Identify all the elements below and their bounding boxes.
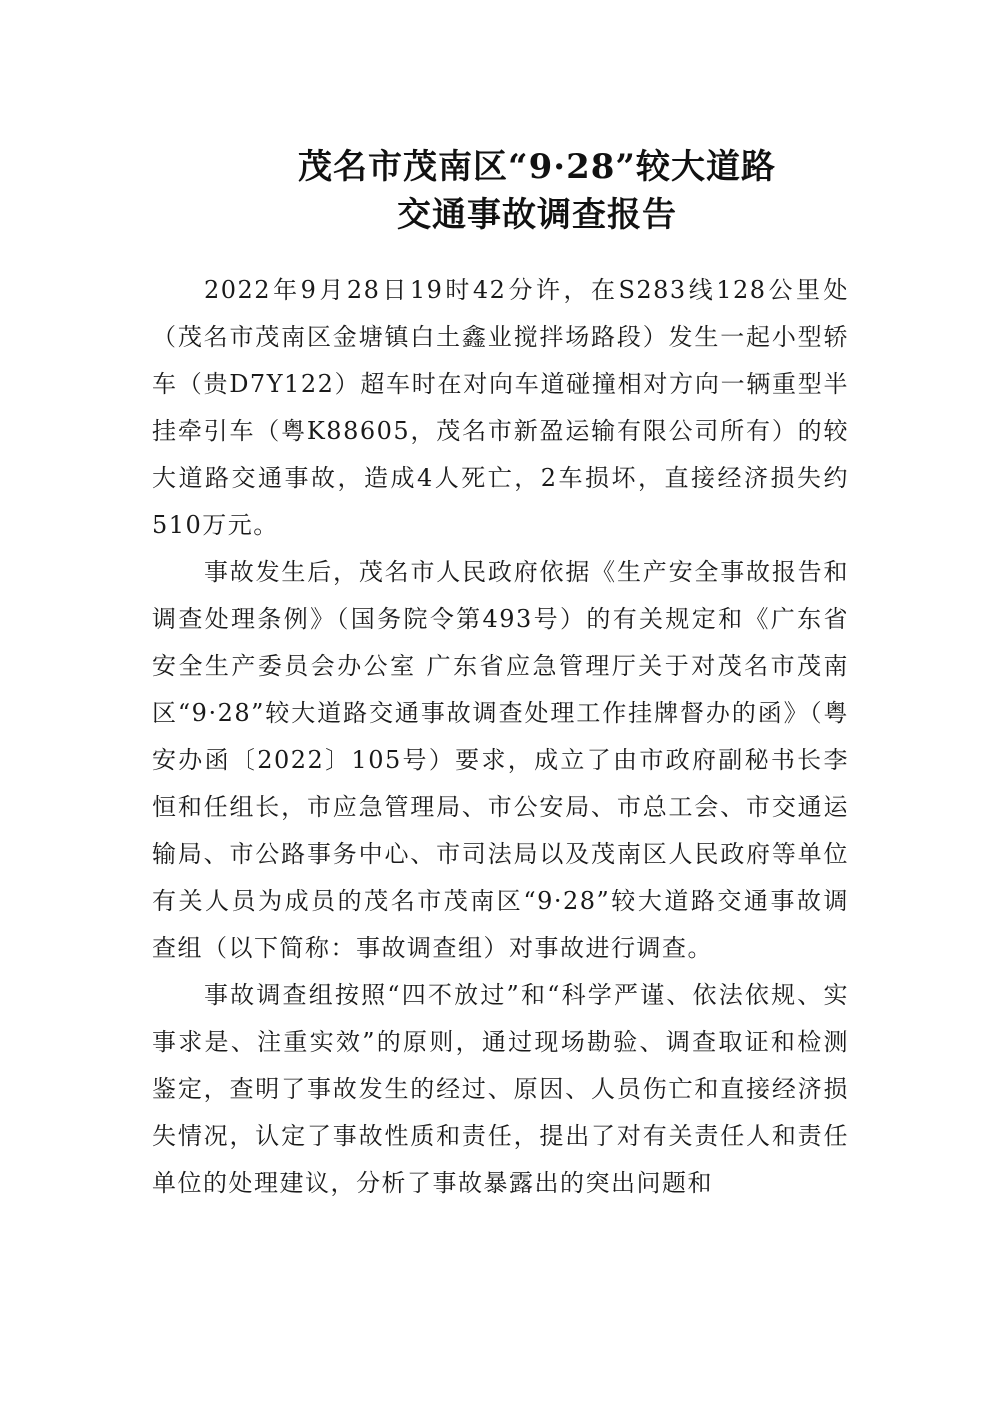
title-line-1: 茂名市茂南区“9·28”较大道路: [298, 146, 776, 187]
paragraph-investigation-setup: 事故发生后，茂名市人民政府依据《生产安全事故报告和调查处理条例》（国务院令第493号）的有关规定和《广东省安全生产委员会办公室 广东省应急管理厅关于对茂名市茂南区“9·28”较大道路交通事故调查处理工作挂牌督办的函》（粤安办函〔2022〕105号）要求，成立了由市政府副秘书长李恒和任组长，市应急管理局、市公安局、市总工会、市交通运输局、市公路事务中心、市司法局以及茂南区人民政府等单位有关人员为成员的茂名市茂南区“9·28”较大道路交通事故调查组（以下简称：事故调查组）对事故进行调查。: [152, 558, 849, 962]
document-body: [152, 267, 849, 1207]
paragraph-accident-summary: 2022年9月28日19时42分许，在S283线128公里处（茂名市茂南区金塘镇白土鑫业搅拌场路段）发生一起小型轿车（贵D7Y122）超车时在对向车道碰撞相对方向一辆重型半挂牵引车（粤K88605，茂名市新盈运输有限公司所有）的较大道路交通事故，造成4人死亡，2车损坏，直接经济损失约510万元。: [152, 276, 849, 539]
title-line-2: 交通事故调查报告: [397, 194, 677, 235]
document-title: [0, 143, 999, 239]
paragraph-investigation-principles: 事故调查组按照“四不放过”和“科学严谨、依法依规、实事求是、注重实效”的原则，通过现场勘验、调查取证和检测鉴定，查明了事故发生的经过、原因、人员伤亡和直接经济损失情况，认定了事故性质和责任，提出了对有关责任人和责任单位的处理建议，分析了事故暴露出的突出问题和: [152, 981, 849, 1197]
